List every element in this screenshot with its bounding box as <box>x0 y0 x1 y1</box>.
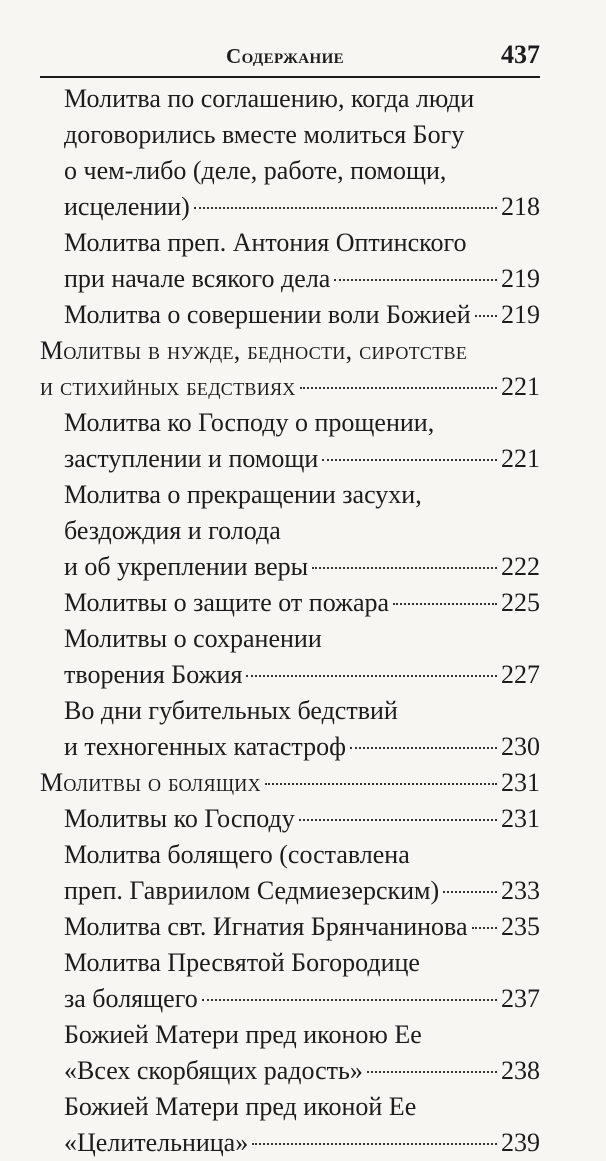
toc-entry <box>40 225 540 297</box>
leader-dots <box>350 747 497 749</box>
toc-entry-text: Молитва о прекращении засухи, <box>64 480 422 509</box>
toc-entry-text: Молитва о совершении воли Божией <box>64 300 471 329</box>
page-title: Содержание <box>226 44 345 68</box>
toc-entry-text: «Всех скорбящих радость» <box>64 1056 363 1085</box>
toc-page-number: 238 <box>501 1056 540 1085</box>
leader-dots <box>322 459 497 461</box>
toc-section-title: и стихийных бедствиях <box>40 372 296 401</box>
toc-entry-text: Молитва преп. Антония Оптинского <box>64 228 467 257</box>
toc-entry-text: и об укреплении веры <box>64 552 309 581</box>
page-header <box>40 38 540 74</box>
toc-entry <box>40 1017 540 1089</box>
toc-page-number: 239 <box>501 1128 540 1157</box>
toc-entry <box>40 801 540 837</box>
toc-entry-text: Молитвы о сохранении <box>64 624 322 653</box>
toc-page-number: 231 <box>501 768 540 797</box>
toc-entry-text: и техногенных катастроф <box>64 732 346 761</box>
toc-page-number: 227 <box>501 660 540 689</box>
toc-entry-text: исцелении) <box>64 192 190 221</box>
leader-dots <box>299 819 497 821</box>
toc-entry <box>40 81 540 225</box>
toc-page-number: 231 <box>501 804 540 833</box>
leader-dots <box>265 783 497 785</box>
toc-entry-text: «Целительница» <box>64 1128 249 1157</box>
toc-entry-text: Божией Матери пред иконою Ее <box>64 1020 422 1049</box>
toc-entry <box>40 1089 540 1161</box>
toc-page-number: 235 <box>501 912 540 941</box>
toc-entry <box>40 909 540 945</box>
toc-entry-text: Во дни губительных бедствий <box>64 696 398 725</box>
header-divider <box>40 76 540 78</box>
toc-page-number: 218 <box>501 192 540 221</box>
toc-entry-text: Молитва ко Господу о прощении, <box>64 408 435 437</box>
toc-entry-text: Молитвы ко Господу <box>64 804 295 833</box>
toc-entry-text: о чем-либо (деле, работе, помощи, <box>64 156 447 185</box>
toc-entry-text: договорились вместе молиться Богу <box>64 120 465 149</box>
leader-dots <box>475 315 497 317</box>
toc-entry-text: Молитва свт. Игнатия Брянчанинова <box>64 912 468 941</box>
leader-dots <box>246 675 497 677</box>
toc-entry <box>40 945 540 1017</box>
toc-entry-text: Божией Матери пред иконой Ее <box>64 1092 417 1121</box>
toc-section <box>40 765 540 801</box>
leader-dots <box>300 387 497 389</box>
toc-entry-text: Молитва Пресвятой Богородице <box>64 948 420 977</box>
leader-dots <box>312 567 497 569</box>
toc-section-title: Молитвы в нужде, бедности, сиротстве <box>40 336 468 365</box>
toc-page-number: 237 <box>501 984 540 1013</box>
leader-dots <box>194 207 497 209</box>
toc-entry <box>40 621 540 693</box>
toc-entry <box>40 585 540 621</box>
toc-page-number: 225 <box>501 588 540 617</box>
leader-dots <box>443 891 497 893</box>
toc-entry-text: заступлении и помощи <box>64 444 319 473</box>
toc-entry-text: преп. Гавриилом Седмиезерским) <box>64 876 440 905</box>
toc-page-number: 221 <box>501 444 540 473</box>
toc-section-title: Молитвы о болящих <box>40 768 261 797</box>
toc-entry <box>40 405 540 477</box>
toc-page-number: 221 <box>501 372 540 401</box>
toc-section <box>40 333 540 405</box>
toc-entry-text: за болящего <box>64 984 198 1013</box>
toc-page-number: 219 <box>501 264 540 293</box>
toc-entry-text: Молитвы о защите от пожара <box>64 588 390 617</box>
toc-entry <box>40 693 540 765</box>
toc-page-number: 230 <box>501 732 540 761</box>
leader-dots <box>334 279 497 281</box>
toc-entry-text: творения Божия <box>64 660 243 689</box>
toc-page-number: 233 <box>501 876 540 905</box>
leader-dots <box>367 1071 497 1073</box>
leader-dots <box>202 999 497 1001</box>
toc-page-number: 222 <box>501 552 540 581</box>
table-of-contents <box>40 81 540 1161</box>
page-number: 437 <box>501 40 540 69</box>
leader-dots <box>472 927 497 929</box>
leader-dots <box>393 603 497 605</box>
toc-entry-text: Молитва болящего (составлена <box>64 840 410 869</box>
toc-page-number: 219 <box>501 300 540 329</box>
toc-entry-text: бездождия и голода <box>64 516 281 545</box>
toc-entry <box>40 837 540 909</box>
leader-dots <box>252 1143 497 1145</box>
toc-entry-text: Молитва по соглашению, когда люди <box>64 84 475 113</box>
toc-entry <box>40 477 540 585</box>
toc-entry-text: при начале всякого дела <box>64 264 331 293</box>
toc-entry <box>40 297 540 333</box>
